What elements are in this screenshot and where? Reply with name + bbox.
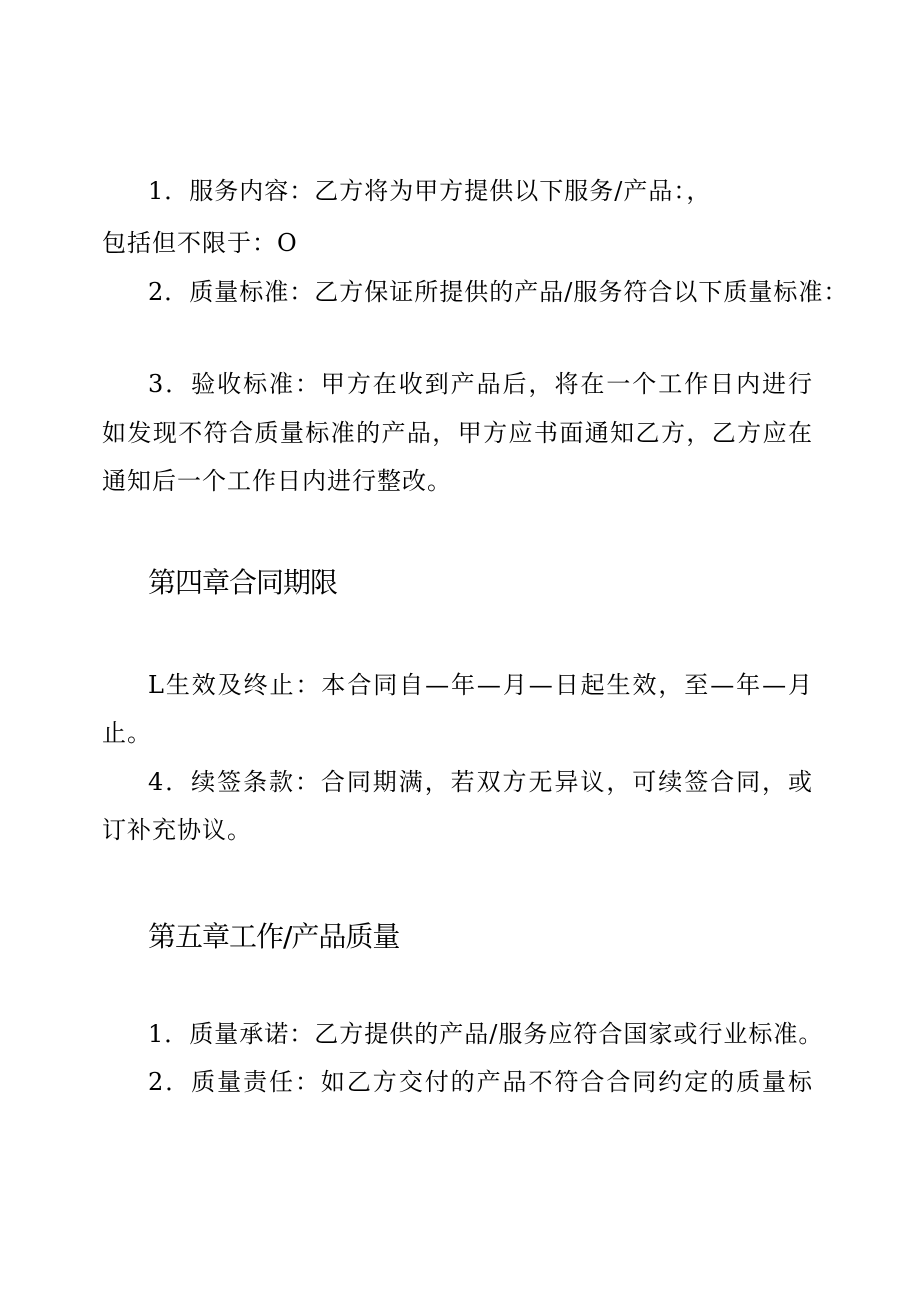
effective-termination-line-2: 止。 bbox=[102, 719, 152, 747]
chapter-4-title: 第四章合同期限 bbox=[148, 566, 338, 599]
service-content-line-1: 1．服务内容：乙方将为甲方提供以下服务/产品：， bbox=[148, 177, 712, 205]
effective-termination-line-1: L生效及终止：本合同自—年—月—日起生效，至—年—月 bbox=[148, 671, 813, 699]
renewal-clause-line-2: 订补充协议。 bbox=[102, 816, 252, 844]
chapter-5-title: 第五章工作/产品质量 bbox=[148, 920, 400, 953]
renewal-clause-line-1: 4．续签条款：合同期满，若双方无异议，可续签合同，或 bbox=[148, 768, 813, 796]
acceptance-standard-line-1: 3．验收标准：甲方在收到产品后，将在一个工作日内进行 bbox=[148, 370, 813, 398]
quality-standard-line-1: 2．质量标准：乙方保证所提供的产品/服务符合以下质量标准： bbox=[148, 278, 849, 306]
quality-commitment-line-1: 1．质量承诺：乙方提供的产品/服务应符合国家或行业标准。 bbox=[148, 1020, 824, 1048]
acceptance-standard-line-3: 通知后一个工作日内进行整改。 bbox=[102, 467, 452, 495]
quality-liability-line-1: 2．质量责任：如乙方交付的产品不符合合同约定的质量标 bbox=[148, 1068, 813, 1096]
acceptance-standard-line-2: 如发现不符合质量标准的产品，甲方应书面通知乙方，乙方应在 bbox=[102, 419, 813, 447]
service-content-line-2: 包括但不限于：O bbox=[102, 229, 298, 257]
